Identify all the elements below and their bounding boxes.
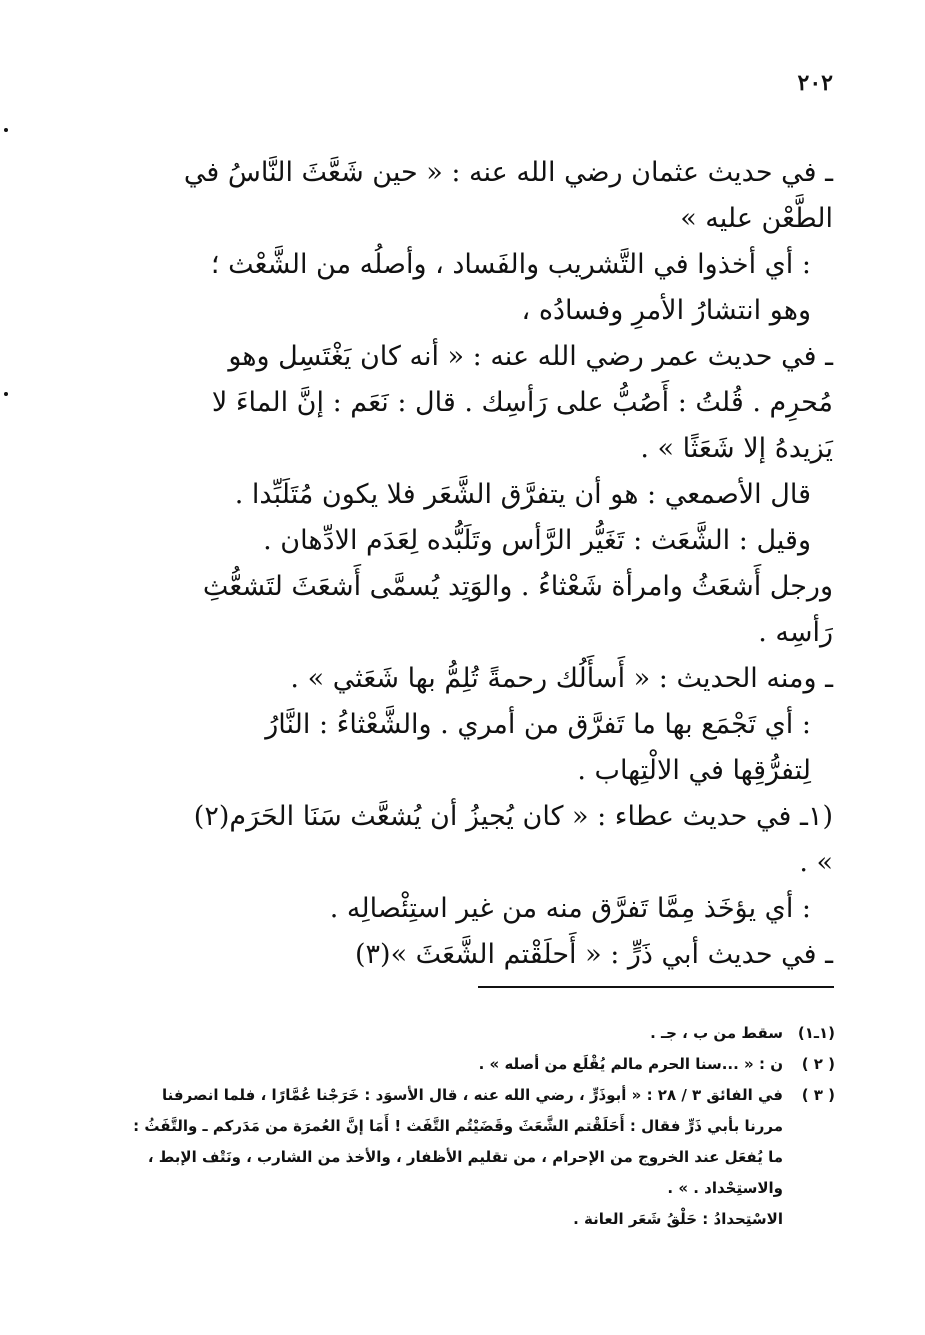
paragraph: ـ في حديث عثمان رضي الله عنه : « حين شَعَّثَ النَّاسُ في الطَّعْن عليه » bbox=[183, 157, 833, 234]
footnote-line: في الفائق ٣ / ٢٨ : « أبوذَرٍّ ، رضي الله عنه ، قال الأسوَد : خَرَجْنا عُمَّارًا ، فلما انصرفنا bbox=[162, 1086, 783, 1104]
footnote-number: ( ٣ ) bbox=[801, 1086, 835, 1104]
footnote-line: والاستِحْداد . » . bbox=[667, 1179, 783, 1197]
footnote bbox=[95, 1080, 835, 1204]
paragraph: : أي تَجْمَع بها ما تَفرَّق من أمري . والشَّعْثاءُ : النَّارُ لِتفرُّقِها في الالْتِهاب . bbox=[265, 709, 811, 786]
footnote-line: سقط من ب ، جـ . bbox=[650, 1024, 783, 1042]
footnote bbox=[95, 1018, 835, 1049]
paragraph: ورجل أَشعَثُ وامرأة شَعْثاءُ . والوَتِد يُسمَّى أَشعَثَ لتَشعُّثِ رَأسِه . bbox=[202, 571, 833, 648]
footnote-number: ( ٢ ) bbox=[801, 1055, 835, 1073]
footnote-line: ما يُفعَل عند الخروج من الإحرام ، من تقليم الأظفار ، والأخذ من الشارب ، ونَتْف الإبط ، bbox=[147, 1148, 783, 1166]
footnotes bbox=[95, 1018, 835, 1235]
footnote-divider bbox=[478, 986, 834, 988]
paragraph: ـ في حديث أبي ذَرٍّ : « أَحلَقْتم الشَّعَثَ »(٣) bbox=[354, 939, 833, 970]
margin-mark bbox=[4, 392, 8, 396]
footnote-line: ن : « ...سنا الحرم مالم يُقْلَع من أصله » . bbox=[478, 1055, 783, 1073]
paragraph: ـ ومنه الحديث : « أَسأَلُك رحمةً تُلِمُّ بها شَعَثي » . bbox=[290, 663, 833, 694]
footnote bbox=[95, 1204, 835, 1235]
margin-mark bbox=[4, 128, 8, 132]
paragraph: : أي أخذوا في التَّشريب والفَساد ، وأصلُه من الشَّعْث ؛ وهو انتشارُ الأمرِ وفسادُه ، bbox=[210, 249, 811, 326]
footnote bbox=[95, 1049, 835, 1080]
paragraph: وقيل : الشَّعَث : تَغَيُّر الرَّأس وتَلَبُّده لِعَدَم الادِّهان . bbox=[263, 525, 811, 556]
footnote-number: (١ـ١) bbox=[797, 1024, 835, 1042]
body-text bbox=[183, 150, 833, 978]
footnote-line: الاسْتِحدادُ : حَلْقُ شَعَر العانة . bbox=[573, 1210, 783, 1228]
paragraph: (١ـ في حديث عطاء : « كان يُجيزُ أن يُشعَّث سَنَا الحَرَم(٢) » . bbox=[193, 801, 833, 878]
paragraph: ـ في حديث عمر رضي الله عنه : « أنه كان يَغْتَسِل وهو مُحرِم . قُلتُ : أَصُبُّ على رَأسِك . قال : نَعَم : إنَّ الماءَ لا يَزيدهُ إلا شَعَثًا » . bbox=[211, 341, 833, 464]
paragraph: قال الأصمعي : هو أن يتفرَّق الشَّعَر فلا يكون مُتَلَبِّدا . bbox=[234, 479, 811, 510]
page-number: ٢٠٢ bbox=[797, 70, 833, 96]
footnote-line: مررنا بأبي ذَرٍّ فقال : أَحَلَقْتم الشَّعَثَ وقَضَيْتُم التَّفَث ! أَمَا إنَّ العُمرَة من مَدَركم ـ والتَّفَثُ : bbox=[133, 1117, 783, 1135]
paragraph: : أي يؤخَذ مِمَّا تَفرَّق منه من غير استِئْصالِه . bbox=[329, 893, 811, 924]
